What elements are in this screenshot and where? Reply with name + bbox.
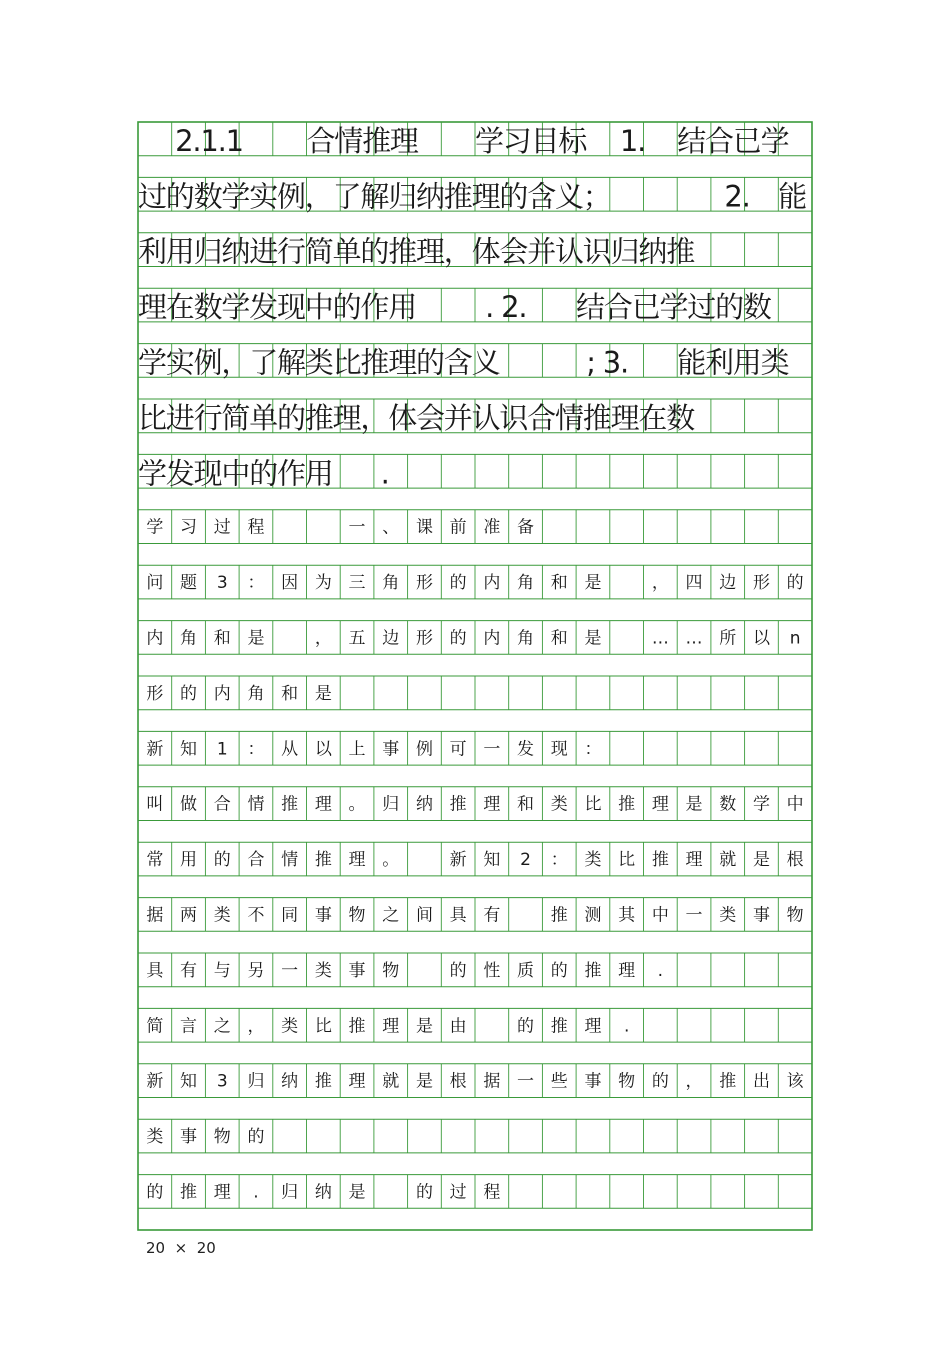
grid-cell-char: 所 [719,628,737,649]
grid-cell-char: 类 [719,905,737,926]
grid-cell-char: 以 [314,739,332,760]
grid-cell-char: 纳 [415,794,433,815]
grid-cell-char: 据 [146,905,164,926]
grid-cell-char: 的 [415,1182,433,1203]
grid-cell-char: 事 [180,1127,198,1148]
grid-cell-char: 准 [483,517,501,538]
grid-cell-char: 根 [786,850,804,871]
intro-text-segment: 比进行简单的推理，体会并认识合情推理在数 [138,400,695,435]
grid-cell-char: 是 [415,1071,433,1092]
grid-cell-char: 题 [180,573,198,594]
grid-cell-char: 程 [247,517,265,538]
grid-cell-char: 四 [685,573,703,594]
grid-cell-char: 的 [146,1182,164,1203]
grid-cell-char: 3 [216,573,228,594]
grid-cell-char: 物 [348,905,366,926]
grid-cell-char: 可 [449,739,467,760]
grid-cell-char: 两 [180,905,198,926]
grid-cell-char: 理 [213,1182,231,1203]
grid-cell-char: 事 [752,905,770,926]
grid-cell-char: 推 [348,1016,366,1037]
grid-cell-char: . [657,960,664,981]
grid-cell-char: 推 [719,1071,737,1092]
grid-cell-char: 比 [618,850,636,871]
grid-cell-char: 另 [247,960,265,981]
intro-text-segment: 学实例，了解类比推理的含义 [138,345,500,380]
grid-cell-char: 是 [752,850,770,871]
grid-cell-char: 纳 [281,1071,299,1092]
grid-cell-char: 推 [550,905,568,926]
grid-cell-char: 情 [247,794,265,815]
grid-cell-char: 质 [517,960,535,981]
grid-cell-char: 具 [449,905,467,926]
grid-cell-char: 理 [618,960,636,981]
intro-text-segment: 理在数学发现中的作用 [138,290,417,325]
grid-cell-char: 物 [213,1127,231,1148]
grid-cell-char: 推 [449,794,467,815]
grid-cell-char: 。 [348,794,366,815]
grid-cell-char: ： [247,573,265,594]
grid-size-label: 20 × 20 [146,1239,216,1257]
grid-cell-char: 理 [314,794,332,815]
grid-cell-char: 推 [180,1182,198,1203]
grid-cell-char: 理 [382,1016,400,1037]
intro-text-segment: 学习目标 [475,123,587,158]
grid-cell-char: . [623,1016,630,1037]
grid-cell-char: 备 [517,517,535,538]
grid-cell-char: 具 [146,960,164,981]
grid-cell-char: 的 [449,573,467,594]
grid-cell-char: 角 [247,683,265,704]
grid-cell-char: 做 [180,794,198,815]
grid-cell-char: 测 [584,905,602,926]
grid-cell-char: 合 [213,794,231,815]
grid-cell-char: 是 [685,794,703,815]
grid-cell-char: 之 [213,1016,231,1037]
grid-cell-char: 是 [348,1182,366,1203]
grid-cell-char: 一 [517,1071,535,1092]
grid-cell-char: 理 [685,850,703,871]
grid-cell-char: 不 [247,905,265,926]
grid-cell-char: 从 [281,739,299,760]
grid-cell-char: 归 [247,1071,265,1092]
grid-cell-char: 类 [213,905,231,926]
intro-text-segment: 合情推理 [306,123,418,158]
grid-cell-char: 形 [146,683,164,704]
grid-cell-char: 五 [348,628,366,649]
grid-cell-char: 就 [382,1071,400,1092]
grid-cell-char: 之 [382,905,400,926]
grid-cell-char: 学 [752,794,770,815]
intro-text-segment: 学发现中的作用 [138,456,333,491]
grid-cell-char: 据 [483,1071,501,1092]
grid-cell-char: 。 [382,850,400,871]
grid-cell-char: ： [247,739,265,760]
grid-cell-char: 归 [281,1182,299,1203]
grid-cell-char: 一 [685,905,703,926]
grid-cell-char: 推 [314,1071,332,1092]
grid-cell-char: 边 [382,628,400,649]
intro-text-segment: 能利用类 [677,345,789,380]
grid-lines [138,122,812,1230]
grid-cell-char: 比 [314,1016,332,1037]
grid-cell-char: 1 [216,739,228,760]
intro-text-segment: 能 [778,179,807,214]
grid-text [138,124,806,1203]
grid-cell-char: 新 [146,739,164,760]
grid-cell-char: 事 [314,905,332,926]
grid-cell-char: 的 [651,1071,669,1092]
grid-cell-char: 问 [146,573,164,594]
grid-cell-char: 由 [449,1016,467,1037]
intro-text-segment: 结合已学 [677,123,789,158]
grid-cell-char: 是 [247,628,265,649]
grid-cell-char: 为 [314,573,332,594]
grid-cell-char: 推 [550,1016,568,1037]
grid-cell-char: 有 [483,905,501,926]
grid-cell-char: ， [314,628,332,649]
grid-cell-char: 事 [382,739,400,760]
grid-cell-char: n [789,628,801,649]
grid-cell-char: 内 [213,683,231,704]
grid-cell-char: ： [584,739,602,760]
grid-cell-char: 就 [719,850,737,871]
grid-cell-char: 角 [517,628,535,649]
grid-cell-char: 叫 [146,794,164,815]
grid-cell-char: 事 [584,1071,602,1092]
grid-cell-char: 理 [348,850,366,871]
grid-cell-char: 理 [584,1016,602,1037]
grid-cell-char: 归 [382,794,400,815]
grid-cell-char: 理 [348,1071,366,1092]
grid-cell-char: 物 [382,960,400,981]
grid-cell-char: 的 [449,628,467,649]
grid-cell-char: 理 [651,794,669,815]
grid-cell-char: 角 [382,573,400,594]
grid-cell-char: 推 [651,850,669,871]
grid-cell-char: 形 [415,573,433,594]
intro-text-segment: 过的数学实例，了解归纳推理的含义； [138,179,611,214]
grid-cell-char: 2 [520,850,531,871]
intro-text-segment: . [380,456,389,491]
intro-text-segment: . 2. [485,290,527,325]
grid-cell-char: 现 [550,739,568,760]
grid-cell-char: 物 [618,1071,636,1092]
grid-cell-char: 的 [213,850,231,871]
grid-cell-char: 言 [180,1016,198,1037]
grid-cell-char: 新 [146,1071,164,1092]
grid-cell-char: 知 [180,739,198,760]
grid-cell-char: 的 [550,960,568,981]
grid-cell-char: . [253,1182,259,1203]
grid-cell-char: 内 [146,628,164,649]
grid-cell-char: 角 [517,573,535,594]
grid-cell-char: 、 [382,517,400,538]
grid-cell-char: 根 [449,1071,467,1092]
grid-cell-char: 角 [180,628,198,649]
grid-cell-char: 数 [719,794,737,815]
grid-cell-char: 些 [550,1071,568,1092]
grid-cell-char: 是 [584,573,602,594]
grid-cell-char: 和 [281,683,299,704]
grid-cell-char: 内 [483,573,501,594]
grid-cell-char: 同 [281,905,299,926]
grid-cell-char: 该 [786,1071,804,1092]
intro-text-segment: 2.1.1 [175,123,243,158]
grid-cell-char: 3 [216,1071,228,1092]
grid-cell-char: 推 [584,960,602,981]
grid-cell-char: ， [651,573,669,594]
grid-cell-char: 一 [281,960,299,981]
grid-cell-char: 学 [146,517,164,538]
grid-cell-char: 推 [314,850,332,871]
grid-cell-char: 推 [618,794,636,815]
grid-cell-char: 类 [281,1016,299,1037]
grid-cell-char: 推 [281,794,299,815]
grid-cell-char: 形 [415,628,433,649]
grid-cell-char: 前 [449,517,467,538]
intro-text-segment: 2. [724,179,750,214]
intro-text-segment: 结合已学过的数 [576,290,771,325]
grid-cell-char: 是 [314,683,332,704]
grid-cell-char: 与 [213,960,231,981]
grid-cell-char: 中 [651,905,669,926]
grid-cell-char: 的 [247,1127,265,1148]
grid-cell-char: 过 [449,1182,467,1203]
grid-cell-char: 和 [550,573,568,594]
grid-cell-char: 用 [180,850,198,871]
grid-cell-char: 程 [483,1182,501,1203]
intro-text-segment: 1. [619,123,646,158]
grid-cell-char: 的 [449,960,467,981]
grid-cell-char: 纳 [314,1182,332,1203]
grid-cell-char: 边 [719,573,737,594]
grid-cell-char: 事 [348,960,366,981]
grid-cell-char: 以 [752,628,770,649]
grid-cell-char: 知 [180,1071,198,1092]
grid-cell-char: 过 [213,517,231,538]
grid-cell-char: 课 [415,517,433,538]
grid-cell-char: 一 [483,739,501,760]
intro-text-segment: 利用归纳进行简单的推理，体会并认识归纳推 [138,234,695,269]
grid-cell-char: 发 [517,739,535,760]
grid-cell-char: 中 [786,794,804,815]
grid-cell-char: 合 [247,850,265,871]
grid-cell-char: … [685,628,703,649]
grid-cell-char: 是 [415,1016,433,1037]
grid-cell-char: ： [550,850,568,871]
grid-cell-char: ， [247,1016,265,1037]
grid-cell-char: 性 [483,960,501,981]
grid-cell-char: 和 [213,628,231,649]
grid-cell-char: 形 [752,573,770,594]
grid-cell-char: … [651,628,669,649]
grid-cell-char: 理 [483,794,501,815]
grid-cell-char: 知 [483,850,501,871]
grid-cell-char: 例 [415,739,433,760]
grid-cell-char: 三 [348,573,366,594]
grid-cell-char: 间 [415,905,433,926]
grid-cell-char: 上 [348,739,366,760]
grid-cell-char: 的 [180,683,198,704]
grid-cell-char: 一 [348,517,366,538]
grid-cell-char: 比 [584,794,602,815]
grid-cell-char: 情 [281,850,299,871]
grid-cell-char: 类 [550,794,568,815]
grid-cell-char: 有 [180,960,198,981]
grid-cell-char: 简 [146,1016,164,1037]
grid-cell-char: 是 [584,628,602,649]
grid-cell-char: 物 [786,905,804,926]
grid-cell-char: 内 [483,628,501,649]
grid-cell-char: 习 [180,517,198,538]
intro-text-segment: ; 3. [586,345,629,380]
grid-cell-char: 类 [146,1127,164,1148]
grid-cell-char: ， [685,1071,703,1092]
grid-cell-char: 的 [786,573,804,594]
grid-cell-char: 和 [517,794,535,815]
grid-cell-char: 其 [618,905,636,926]
grid-cell-char: 的 [517,1016,535,1037]
grid-cell-char: 类 [314,960,332,981]
grid-cell-char: 类 [584,850,602,871]
grid-cell-char: 常 [146,850,164,871]
grid-cell-char: 因 [281,573,299,594]
grid-cell-char: 和 [550,628,568,649]
grid-cell-char: 新 [449,850,467,871]
grid-cell-char: 出 [752,1071,770,1092]
